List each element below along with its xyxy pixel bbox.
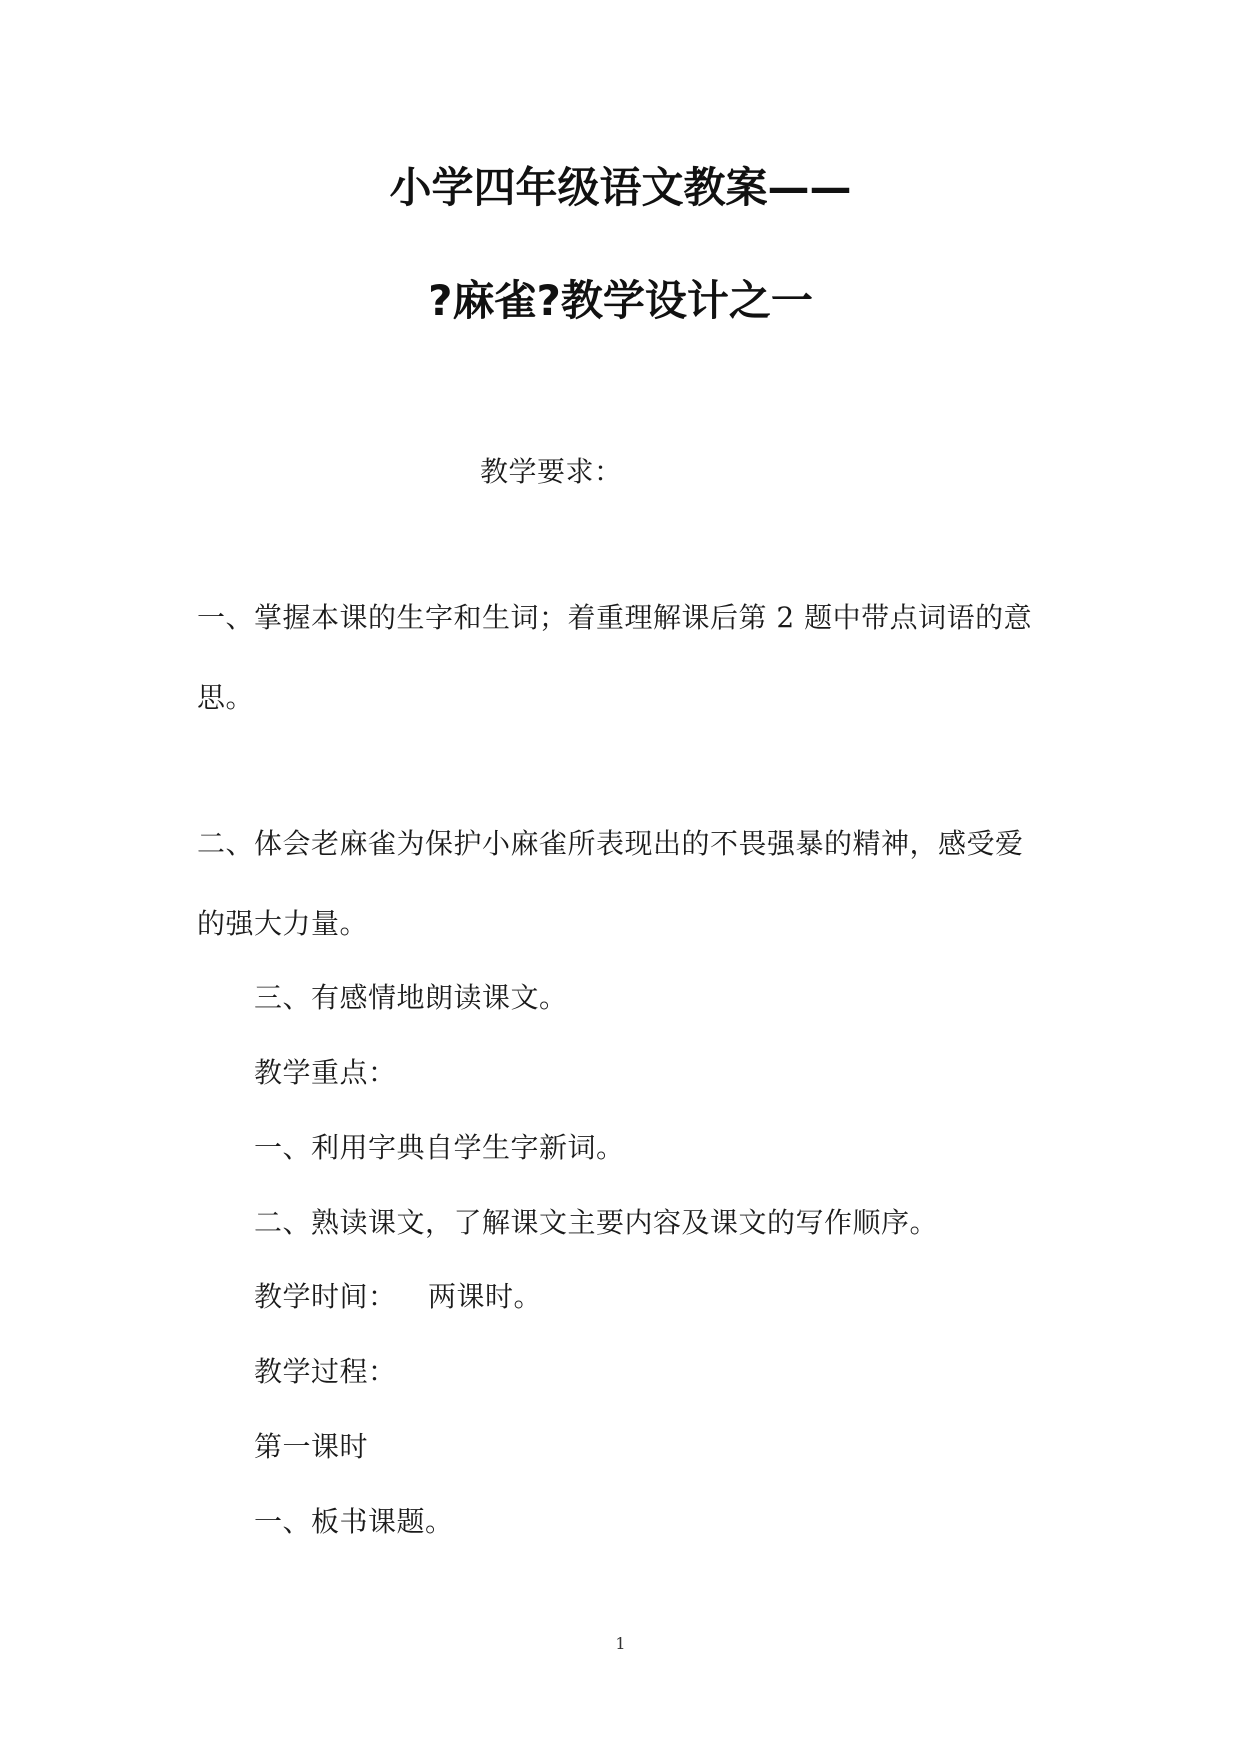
- document-title-line2: ?麻雀?教学设计之一: [428, 276, 813, 325]
- requirement-2-line2: 的强大力量。: [197, 907, 369, 940]
- step-1: 一、板书课题。: [254, 1505, 454, 1538]
- page-number: 1: [615, 1634, 626, 1653]
- focus-item-2: 二、熟读课文，了解课文主要内容及课文的写作顺序。: [254, 1206, 939, 1239]
- document-title-line1: 小学四年级语文教案——: [389, 163, 852, 212]
- requirement-2-line1: 二、体会老麻雀为保护小麻雀所表现出的不畏强暴的精神，感受爱: [197, 827, 1024, 860]
- time-value: 两课时。: [428, 1280, 543, 1313]
- requirement-3: 三、有感情地朗读课文。: [254, 981, 568, 1014]
- process-heading: 教学过程：: [254, 1355, 397, 1388]
- lesson-1-heading: 第一课时: [254, 1430, 369, 1463]
- requirement-1-line1: 一、掌握本课的生字和生词；着重理解课后第 2 题中带点词语的意: [197, 601, 1033, 634]
- time-label: 教学时间：: [254, 1280, 397, 1313]
- focus-heading: 教学重点：: [254, 1056, 397, 1089]
- requirement-1-line2: 思。: [197, 681, 255, 714]
- focus-item-1: 一、利用字典自学生字新词。: [254, 1131, 625, 1164]
- requirements-heading: 教学要求：: [480, 455, 623, 488]
